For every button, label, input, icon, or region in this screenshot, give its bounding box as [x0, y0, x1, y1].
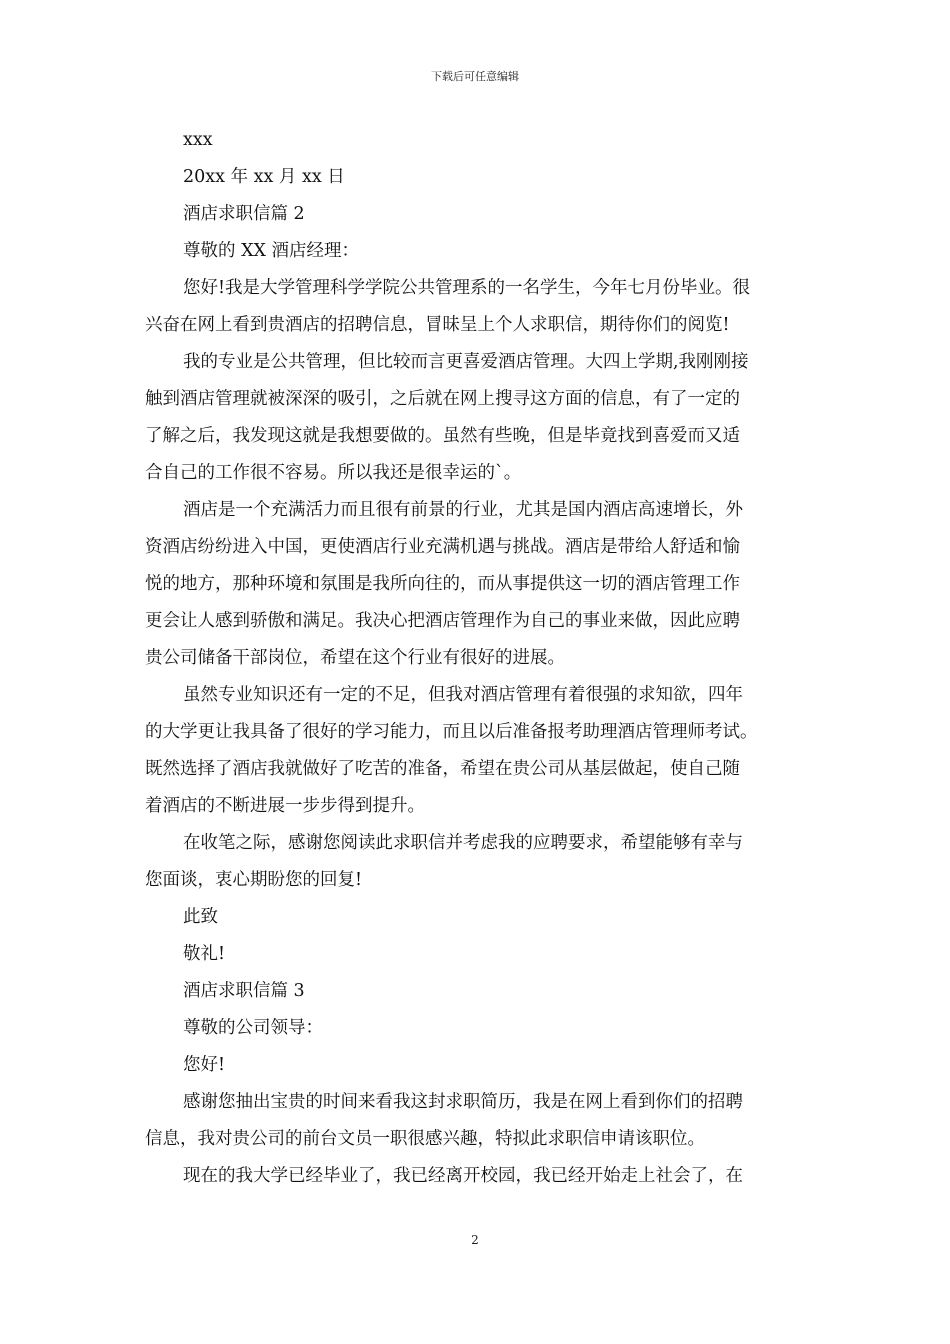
text-line: 感谢您抽出宝贵的时间来看我这封求职简历，我是在网上看到你们的招聘	[183, 1092, 743, 1112]
text-line: 您面谈，衷心期盼您的回复!	[145, 870, 363, 890]
text-line: 既然选择了酒店我就做好了吃苦的准备，希望在贵公司从基层做起，使自己随	[145, 759, 740, 779]
text-line: 在收笔之际，感谢您阅读此求职信并考虑我的应聘要求，希望能够有幸与	[183, 833, 743, 853]
text-line: 的大学更让我具备了很好的学习能力，而且以后准备报考助理酒店管理师考试。	[145, 722, 758, 742]
text-line: xxx	[183, 130, 213, 150]
text-line: 酒店是一个充满活力而且很有前景的行业，尤其是国内酒店高速增长，外	[183, 500, 743, 520]
text-line: 着酒店的不断进展一步步得到提升。	[145, 796, 425, 816]
text-line: 虽然专业知识还有一定的不足，但我对酒店管理有着很强的求知欲，四年	[183, 685, 743, 705]
text-line: 资酒店纷纷进入中国，更使酒店行业充满机遇与挑战。酒店是带给人舒适和愉	[145, 537, 740, 557]
text-line: 贵公司储备干部岗位，希望在这个行业有很好的进展。	[145, 648, 565, 668]
text-line: 兴奋在网上看到贵酒店的招聘信息，冒昧呈上个人求职信，期待你们的阅览!	[145, 315, 730, 335]
text-line: 您好!我是大学管理科学学院公共管理系的一名学生，今年七月份毕业。很	[183, 278, 751, 298]
page-number: 2	[471, 1233, 479, 1247]
text-line: 酒店求职信篇 2	[183, 204, 305, 224]
text-line: 敬礼!	[183, 944, 226, 964]
document-body	[145, 122, 805, 1195]
text-line: 酒店求职信篇 3	[183, 981, 305, 1001]
text-line: 您好!	[183, 1055, 226, 1075]
text-line: 了解之后，我发现这就是我想要做的。虽然有些晚，但是毕竟找到喜爱而又适	[145, 426, 740, 446]
text-line: 更会让人感到骄傲和满足。我决心把酒店管理作为自己的事业来做，因此应聘	[145, 611, 740, 631]
text-line: 尊敬的公司领导：	[183, 1018, 323, 1038]
text-line: 此致	[183, 907, 218, 927]
text-line: 悦的地方，那种环境和氛围是我所向往的，而从事提供这一切的酒店管理工作	[145, 574, 740, 594]
text-line: 合自己的工作很不容易。所以我还是很幸运的`。	[145, 463, 522, 483]
text-line: 现在的我大学已经毕业了，我已经离开校园，我已经开始走上社会了，在	[183, 1166, 743, 1186]
text-line: 我的专业是公共管理，但比较而言更喜爱酒店管理。大四上学期,我刚刚接	[183, 352, 749, 372]
text-line: 信息，我对贵公司的前台文员一职很感兴趣，特拟此求职信申请该职位。	[145, 1129, 705, 1149]
text-line: 20xx 年 xx 月 xx 日	[183, 167, 345, 187]
text-line: 触到酒店管理就被深深的吸引，之后就在网上搜寻这方面的信息，有了一定的	[145, 389, 740, 409]
page-header: 下载后可任意编辑	[431, 70, 519, 83]
text-line: 尊敬的 XX 酒店经理：	[183, 241, 360, 261]
